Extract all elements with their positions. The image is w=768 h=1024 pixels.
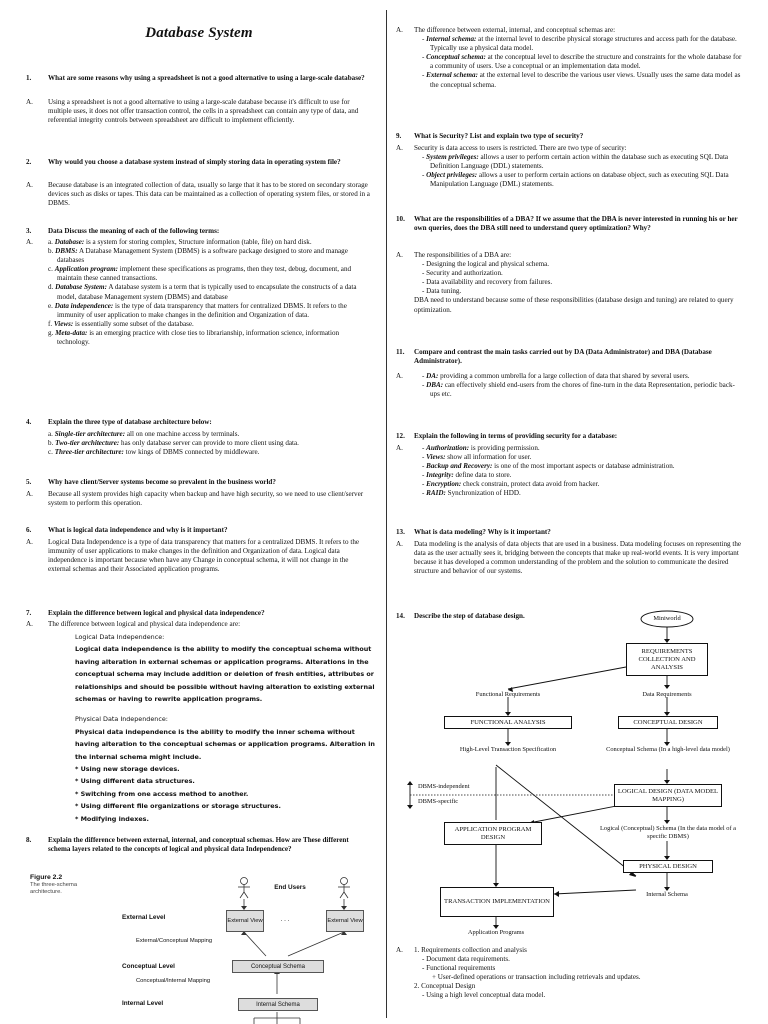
external-view-box: External View — [226, 910, 264, 932]
conceptual-schema-box: Conceptual Schema — [232, 960, 324, 973]
answer-12 — [396, 444, 744, 499]
question-text: Describe the step of database design. — [414, 612, 525, 620]
term-item: e. Data independence: is the type of data transparency that matters for centralized DBMS. It refers to the immunity of user application to make changes in the definition and Organization of data. — [48, 301, 347, 319]
question-number: 5. — [26, 478, 32, 486]
high-level-transaction-label: High-Level Transaction Specification — [459, 746, 557, 753]
question-4 — [26, 418, 372, 427]
answer-14 — [396, 946, 744, 1001]
functional-requirements-label: Functional Requirements — [475, 691, 541, 698]
ext-conc-mapping-label: External/Conceptual Mapping — [136, 938, 213, 944]
term-item: a. Single-tier architecture: all on one machine access by terminals. — [48, 430, 240, 438]
logical-schema-label: Logical (Conceptual) Schema (In the data model of a specific DBMS) — [600, 825, 736, 840]
question-number: 8. — [26, 836, 32, 844]
answer-13 — [396, 540, 744, 576]
data-requirements-label: Data Requirements — [642, 691, 692, 698]
conc-int-mapping-label: Conceptual/Internal Mapping — [136, 978, 211, 984]
schema-item: - Internal schema: at the internal level to describe physical storage structures and access path for the database. Typically use a physical data model. — [422, 35, 737, 53]
question-text: Compare and contrast the main tasks carried out by DA (Data Administrator) and DBA (Database Administrator). — [414, 348, 712, 366]
security-item: - System privileges: allows a user to perform certain action within the database such as executing SQL Data Definition Language (DDL) statements. — [422, 153, 729, 171]
term-item: b. DBMS: A Database Management System (DBMS) is a software package designed to store and manage databases — [48, 247, 348, 265]
security-term: - Views: show all information for user. — [422, 453, 532, 462]
bullet-item: * Using different data structures. — [75, 777, 195, 786]
question-12 — [396, 432, 744, 441]
term-item: a. Database: is a system for storing complex, Structure information (table, file) on hard disk. — [48, 238, 312, 246]
conceptual-level-label: Conceptual Level — [122, 963, 175, 970]
answer-label: A. — [396, 144, 403, 152]
term-item: d. Database System: A database system is a term that is typically used to encapsulate the constructs of a data model, database Management system (DBMS) and database — [48, 283, 357, 301]
logical-heading: Logical Data Independence: — [75, 633, 165, 641]
answer-3 — [26, 238, 372, 347]
answer-10 — [396, 251, 744, 315]
schema-item: - External schema: at the external level to describe the various user views. Usually uses the same data model as the conceptual schema. — [422, 71, 741, 89]
question-text: What are the responsibilities of a DBA? If we assume that the DBA is never interested in running his or her own queries, does the DBA still need to understand query optimization? Why? — [414, 215, 738, 233]
answer-intro: Security is data access to users is restricted. There are two type of security: — [414, 144, 627, 152]
security-item: - Object privileges: allows a user to perform certain actions on database object, such as executing SQL Data Manipulation Language (DML) statements. — [422, 171, 729, 189]
external-view-box: External View — [326, 910, 364, 932]
answer-6 — [26, 538, 372, 574]
term-item: f. Views: is essentially some subset of the database. — [48, 319, 194, 328]
ellipsis: . . . — [280, 916, 290, 923]
security-term: - RAID: Synchronization of HDD. — [422, 489, 521, 498]
conceptual-schema-label: Conceptual Schema (In a high-level data model) — [606, 746, 730, 753]
answer-label: A. — [26, 181, 33, 189]
column-divider — [386, 10, 387, 1018]
answer-8 — [396, 26, 744, 90]
physical-heading: Physical Data Independence: — [75, 715, 168, 724]
internal-schema-label: Internal Schema — [646, 891, 688, 898]
internal-level-label: Internal Level — [122, 1000, 164, 1007]
step-subitem: + User-defined operations or transaction including retrievals and updates. — [432, 973, 641, 982]
security-term: - Encryption: check constrain, protect data avoid from hacker. — [422, 480, 600, 489]
answer-intro: The difference between external, internal, and conceptual schemas are: — [414, 26, 616, 34]
application-program-design-box: APPLICATION PROGRAM DESIGN — [444, 822, 542, 845]
bullet-item: * Modifying indexes. — [75, 814, 149, 823]
answer-text: Data modeling is the analysis of data objects that are used in a business. Data modeling focuses on representing the data as the user actually sees it, bridging between the concepts that make up real-world events. It is very important because it has developed a common understanding of the problem and the solution to communicate the desired structure and behavior of our systems. — [414, 540, 742, 576]
answer-text: Because database is an integrated collection of data, usually so large that it has to be stored on secondary storage devices such as disks or tapes. This data can be maintained as a collection of operating system files, or stored in a DBMS. — [48, 181, 370, 208]
dba-item: - Data availability and recovery from failures. — [422, 278, 553, 287]
answer-label: A. — [396, 946, 403, 954]
role-item: - DBA: can effectively shield end-users from the chores of fine-turn in the data Representation, periodic back-ups etc. — [422, 381, 735, 399]
page-title: Database System — [145, 25, 253, 41]
question-8 — [26, 836, 372, 854]
term-item: c. Application program: implement these specifications as programs, then they test, debug, document, and maintain these canned transactions. — [48, 265, 352, 283]
step-title: 1. Requirements collection and analysis — [414, 946, 527, 954]
answer-11 — [396, 372, 744, 399]
question-3 — [26, 227, 372, 236]
data-independence-excerpt — [75, 631, 375, 825]
question-number: 2. — [26, 158, 32, 166]
answer-7 — [26, 620, 372, 629]
answer-4 — [26, 430, 372, 457]
answer-label: A. — [396, 372, 403, 380]
dba-item: - Designing the logical and physical schema. — [422, 260, 550, 269]
question-number: 12. — [396, 432, 405, 440]
question-10 — [396, 215, 744, 233]
answer-label: A. — [396, 540, 403, 548]
bullet-item: * Switching from one access method to another. — [75, 789, 249, 798]
answer-label: A. — [396, 444, 403, 452]
security-term: - Backup and Recovery: is one of the most important aspects or database administration. — [422, 462, 675, 471]
database-design-diagram — [396, 605, 744, 943]
security-term: - Integrity: define data to store. — [422, 471, 512, 480]
question-number: 9. — [396, 132, 402, 140]
question-text: Explain the difference between logical and physical data independence? — [48, 609, 265, 617]
term-item: g. Meta-data: is an emerging practice with close ties to librarianship, information science, information technology. — [48, 328, 340, 347]
answer-text: Because all system provides high capacity when backup and have high security, so we need to use client/server system to perform this operation. — [48, 490, 364, 508]
question-number: 11. — [396, 348, 405, 356]
dba-item: - Security and authorization. — [422, 269, 503, 278]
answer-label: A. — [396, 26, 403, 34]
question-1 — [26, 74, 372, 83]
question-text: What is Security? List and explain two type of security? — [414, 132, 584, 140]
dbms-specific-label: DBMS-specific — [418, 798, 459, 805]
bullet-item: * Using new storage devices. — [75, 765, 180, 774]
logical-text: Logical data independence is the ability to modify the conceptual schema without having alteration in external schemas or application programs. Alterations in the conceptual schema may include addition or deletion of fresh entities, attributes or relationships and should be possible without having alteration to existing external schemas or having to rewrite application programs. — [75, 645, 375, 704]
internal-schema-box: Internal Schema — [238, 998, 318, 1011]
figure-title: Figure 2.2 — [30, 874, 63, 881]
requirements-box: REQUIREMENTS COLLECTION AND ANALYSIS — [626, 643, 708, 676]
question-text: Data Discuss the meaning of each of the following terms: — [48, 227, 220, 235]
answer-label: A. — [26, 98, 33, 106]
bullet-item: * Using different file organizations or storage structures. — [75, 802, 281, 811]
three-schema-figure — [30, 872, 370, 1024]
end-users-label: End Users — [274, 884, 306, 891]
answer-tail: DBA need to understand because some of these responsibilities (database design and tuning) are related to query optimization. — [414, 296, 734, 314]
question-text: Why would you choose a database system instead of simply storing data in operating system file? — [48, 158, 341, 166]
question-5 — [26, 478, 372, 487]
question-number: 6. — [26, 526, 32, 534]
answer-label: A. — [26, 538, 33, 546]
functional-analysis-box: FUNCTIONAL ANALYSIS — [444, 716, 572, 729]
answer-label: A. — [26, 238, 33, 246]
logical-design-box: LOGICAL DESIGN (DATA MODEL MAPPING) — [614, 784, 722, 807]
question-text: Explain the following in terms of providing security for a database: — [414, 432, 618, 440]
transaction-implementation-box: TRANSACTION IMPLEMENTATION — [440, 887, 554, 917]
question-number: 1. — [26, 74, 32, 82]
physical-text: Physical data independence is the ability to modify the inner schema without having alteration to the conceptual schemas or application programs. Alteration in the internal schema might include. — [75, 727, 375, 761]
answer-text: Using a spreadsheet is not a good alternative to using a large-scale database because it's difficult to use for multiple uses, it does not offer transaction control, the cells in a spreadsheet can contain any type of data, and referential integrity controls between spreadsheet are difficult to implement efficiently. — [48, 98, 359, 125]
question-number: 13. — [396, 528, 405, 536]
term-item: b. Two-tier architecture: has only database server can provide to more client using data. — [48, 439, 299, 448]
schema-item: - Conceptual schema: at the conceptual level to describe the structure and constraints for the whole database for a community of users. Use a conceptual or an implementation data model. — [422, 53, 742, 71]
question-text: Explain the three type of database architecture below: — [48, 418, 212, 426]
role-item: - DA: providing a common umbrella for a large collection of data that shared by several users. — [422, 372, 690, 380]
answer-9 — [396, 144, 744, 189]
answer-text: The difference between logical and physical data independence are: — [48, 620, 241, 628]
answer-5 — [26, 490, 372, 508]
question-text: What is logical data independence and why is it important? — [48, 526, 228, 534]
step-item: - Document data requirements. — [422, 955, 510, 964]
term-item: c. Three-tier architecture: tow kings of DBMS connected by middleware. — [48, 448, 260, 457]
answer-label: A. — [396, 251, 403, 259]
answer-1 — [26, 98, 372, 125]
question-6 — [26, 526, 372, 535]
external-level-label: External Level — [122, 914, 166, 921]
application-programs-label: Application Programs — [467, 929, 525, 936]
answer-intro: The responsibilities of a DBA are: — [414, 251, 512, 259]
figure-caption: The three-schema architecture. — [30, 882, 78, 895]
conceptual-design-box: CONCEPTUAL DESIGN — [618, 716, 718, 729]
question-number: 7. — [26, 609, 32, 617]
question-7 — [26, 609, 372, 618]
question-number: 4. — [26, 418, 32, 426]
question-text: Explain the difference between external, internal, and conceptual schemas. How are These different schema layers related to the concepts of logical and physical data Independence? — [48, 836, 349, 854]
step-item: - Using a high level conceptual data model. — [422, 991, 546, 1000]
question-2 — [26, 158, 372, 167]
dbms-independent-label: DBMS-independent — [418, 783, 470, 790]
question-number: 3. — [26, 227, 32, 235]
answer-2 — [26, 181, 372, 208]
question-text: What is data modeling? Why is it important? — [414, 528, 551, 536]
answer-label: A. — [26, 620, 33, 628]
step-title: 2. Conceptual Design — [414, 982, 476, 991]
miniworld-label: Miniworld — [653, 615, 681, 622]
question-13 — [396, 528, 744, 537]
question-9 — [396, 132, 744, 141]
physical-design-box: PHYSICAL DESIGN — [623, 860, 713, 873]
answer-text: Logical Data Independence is a type of data transparency that matters for a centralized DBMS. It refers to the immunity of user applications to make changes in the definition and Organization of data. Logical data independence is important because when have any Change in conceptual schema, it will not change in the external schemas and their Associated application programs. — [48, 538, 360, 574]
step-item: - Functional requirements — [422, 964, 496, 973]
question-11 — [396, 348, 744, 366]
question-number: 10. — [396, 215, 405, 223]
question-number: 14. — [396, 612, 405, 620]
dba-item: - Data tuning. — [422, 287, 462, 296]
question-text: Why have client/Server systems become so prevalent in the business world? — [48, 478, 276, 486]
security-term: - Authorization: is providing permission. — [422, 444, 540, 452]
question-text: What are some reasons why using a spreadsheet is not a good alternative to using a large-scale database? — [48, 74, 365, 82]
answer-label: A. — [26, 490, 33, 498]
